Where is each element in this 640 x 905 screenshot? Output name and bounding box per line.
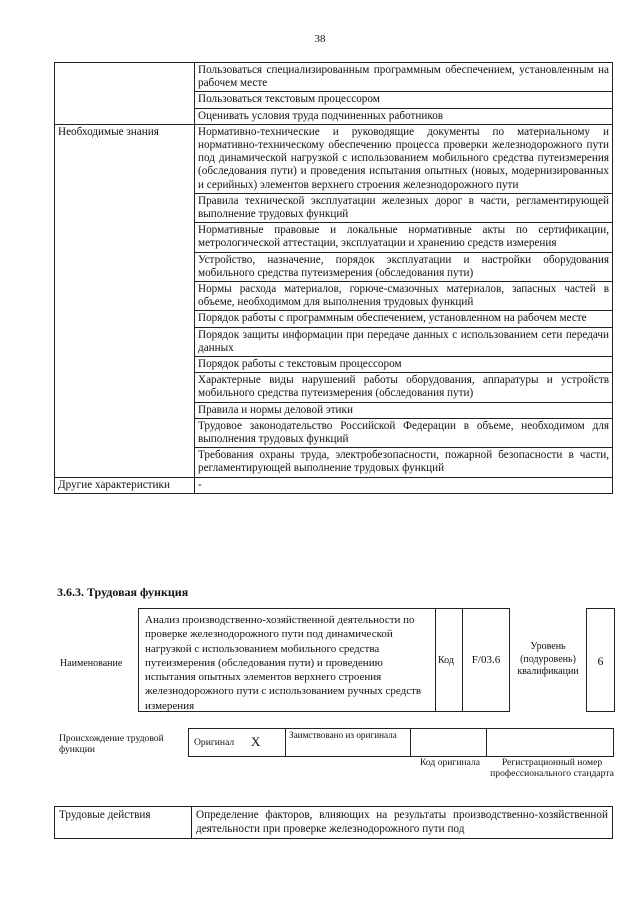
code-value-box: [462, 608, 510, 712]
knowledge-item: Трудовое законодательство Российской Федерации в объеме, необходимом для выполнения трудовых функций: [195, 418, 613, 447]
skill-item: Пользоваться специализированным программным обеспечением, установленным на рабочем месте: [195, 63, 613, 92]
knowledge-item: Характерные виды нарушений работы оборудования, аппаратуры и устройств мобильного средства путеизмерения (обследования пути): [195, 373, 613, 402]
actions-table: [54, 806, 613, 839]
knowledge-item: Требования охраны труда, электробезопасности, пожарной безопасности в части, регламентирующей выполнение трудовых функций: [195, 448, 613, 477]
skill-item: Пользоваться текстовым процессором: [195, 92, 613, 108]
other-label: Другие характеристики: [55, 477, 195, 493]
code-label-box: [434, 608, 463, 712]
reg-number-box: [486, 728, 614, 757]
original-box: [188, 728, 286, 757]
code-label: Код: [438, 655, 454, 666]
knowledge-item: Порядок работы с текстовым процессором: [195, 357, 613, 373]
original-label: Оригинал: [194, 737, 235, 748]
table-row: [55, 477, 613, 493]
reg-number-label: Регистрационный номер профессионального стандарта: [490, 757, 614, 779]
section-title: 3.6.3. Трудовая функция: [57, 585, 189, 599]
borrowed-box: [284, 728, 411, 757]
original-mark: X: [251, 734, 261, 749]
actions-label: Трудовые действия: [55, 807, 192, 839]
table-row: [55, 63, 613, 92]
origin-label: Происхождение трудовой функции: [59, 733, 164, 755]
knowledge-item: Правила и нормы деловой этики: [195, 402, 613, 418]
requirements-table: [54, 62, 613, 494]
knowledge-item: Устройство, назначение, порядок эксплуатации и настройки оборудования мобильного средства путеизмерения (обследования пути): [195, 252, 613, 281]
level-value: 6: [597, 654, 604, 668]
level-label: Уровень (подуровень) квалификации: [517, 641, 579, 677]
borrowed-label: Заимствовано из оригинала: [289, 730, 397, 740]
page-number: 38: [314, 33, 326, 45]
knowledge-item: Нормативные правовые и локальные нормативные акты по сертификации, метрологической аттестации, эксплуатации и хранению средств измерения: [195, 223, 613, 252]
skill-item: Оценивать условия труда подчиненных работников: [195, 108, 613, 124]
skills-label-cell: [55, 63, 195, 125]
knowledge-item: Нормативно-технические и руководящие документы по материальному и нормативно-техническому обеспечению процесса проверки железнодорожного пути под динамической нагрузкой с использованием мобильного средства путеизмерения (обследования пути) и проведения испытания опытных (новых, модернизированных и серийных) элементов верхнего строения железнодорожного пути: [195, 124, 613, 193]
table-row: [55, 124, 613, 193]
knowledge-item: Правила технической эксплуатации железных дорог в части, регламентирующей выполнение трудовых функций: [195, 193, 613, 222]
function-name: Анализ производственно-хозяйственной деятельности по проверке железнодорожного пути под динамической нагрузкой с использованием мобильного средства путеизмерения (обследования пути) и проведению испытания опытных элементов верхнего строения железнодорожного пути с использованием ручных средств измерения: [145, 614, 422, 712]
function-name-box: [138, 608, 436, 712]
level-value-box: [586, 608, 615, 712]
code-value: F/03.6: [471, 654, 501, 666]
knowledge-item: Нормы расхода материалов, горюче-смазочных материалов, запасных частей в объеме, необходимом для выполнения трудовых функций: [195, 282, 613, 311]
knowledge-item: Порядок защиты информации при передаче данных с использованием сети передачи данных: [195, 327, 613, 356]
code-original-box: [410, 728, 487, 757]
code-original-label: Код оригинала: [419, 757, 481, 768]
table-row: [55, 807, 613, 839]
actions-first: Определение факторов, влияющих на результаты производственно-хозяйственной деятельности при проверке железнодорожного пути под: [192, 807, 613, 839]
other-value: -: [195, 477, 613, 493]
knowledge-item: Порядок работы с программным обеспечением, установленном на рабочем месте: [195, 311, 613, 327]
knowledge-label: Необходимые знания: [55, 124, 195, 477]
name-label: Наименование: [60, 658, 123, 669]
